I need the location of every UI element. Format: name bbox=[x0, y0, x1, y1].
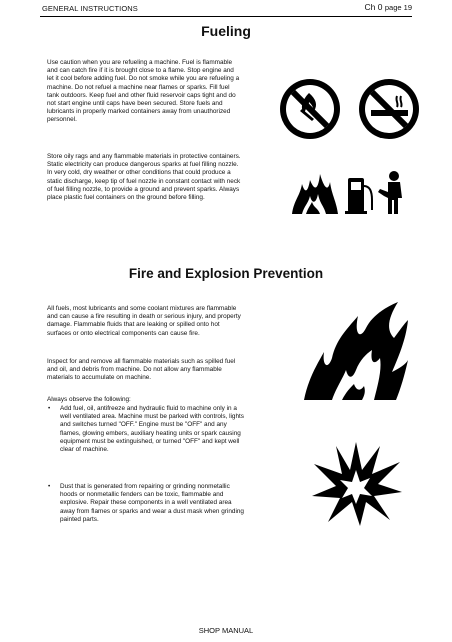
list-item-text: Dust that is generated from repairing or grinding nonmetallic hoods or nonmetallic fenders can be toxic, flammable and explosive. Repair these components in a well ventilated area away from flames or sparks and wear a dust mask when grinding painted parts. bbox=[60, 483, 244, 523]
fire-and-fuel-pump-icon bbox=[290, 166, 415, 216]
list-item-text: Add fuel, oil, antifreeze and hydraulic fluid to machine only in a well ventilated area. Machine must be parked with controls, lights and switches turned "OFF." Engine must be "OFF" and any flames, glowing embers, auxiliary heating units or spark causing equipment must be extinguished, or turned "OFF" and kept well clear of machine. bbox=[60, 405, 244, 454]
list-item bbox=[47, 483, 247, 524]
running-header-section: GENERAL INSTRUCTIONS bbox=[42, 4, 138, 13]
bullet-glyph: • bbox=[48, 405, 51, 412]
header-rule bbox=[40, 16, 412, 17]
fire-paragraph-2: Inspect for and remove all flammable materials such as spilled fuel and oil, and debris from machine. Do not allow any flammable materials to accumulate on machine. bbox=[47, 358, 236, 382]
page-footer: SHOP MANUAL bbox=[198, 626, 254, 635]
fueling-paragraph-1: Use caution when you are refueling a machine. Fuel is flammable and can catch fire if it is brought close to a flame. Stop engine and let it cool before adding fuel. Do not smoke while you are refueling a machine. Do not refuel a machine near flames or sparks. Fill fuel tank outdoors. Keep fuel and other fluid reservoir caps tight and do not start engine until caps have been secured. Store fuels and lubricants in properly marked containers away from unauthorized personnel. bbox=[47, 59, 240, 124]
bullet-glyph: • bbox=[48, 483, 51, 490]
section-title-fire-explosion: Fire and Explosion Prevention bbox=[128, 266, 324, 281]
flames-icon bbox=[302, 300, 410, 402]
fueling-paragraph-2: Store oily rags and any flammable materials in protective containers. Static electricity can produce dangerous sparks at fuel filling nozzle. In very cold, dry weather or other conditions that could produce a static discharge, keep tip of fuel nozzle in constant contact with neck of fuel filling nozzle, to provide a ground and prevent sparks. Always place plastic fuel containers on the ground before filling. bbox=[47, 153, 241, 202]
page-number: page 19 bbox=[384, 3, 412, 12]
fire-paragraph-3: Always observe the following: bbox=[47, 396, 131, 403]
running-header-page bbox=[365, 2, 412, 12]
fire-paragraph-1: All fuels, most lubricants and some coolant mixtures are flammable and can cause a fire resulting in death or serious injury, and property damage. Flammable fluids that are leaking or spilled onto hot surfaces or onto electrical components can cause fire. bbox=[47, 305, 241, 337]
bullet-list bbox=[47, 483, 247, 524]
section-title-fueling: Fueling bbox=[201, 23, 251, 39]
no-smoking-icon bbox=[357, 77, 421, 141]
explosion-icon bbox=[310, 440, 402, 526]
no-open-flame-icon bbox=[278, 77, 342, 141]
list-item bbox=[47, 405, 247, 454]
chapter-label: Ch 0 bbox=[364, 2, 383, 12]
bullet-list bbox=[47, 405, 247, 454]
